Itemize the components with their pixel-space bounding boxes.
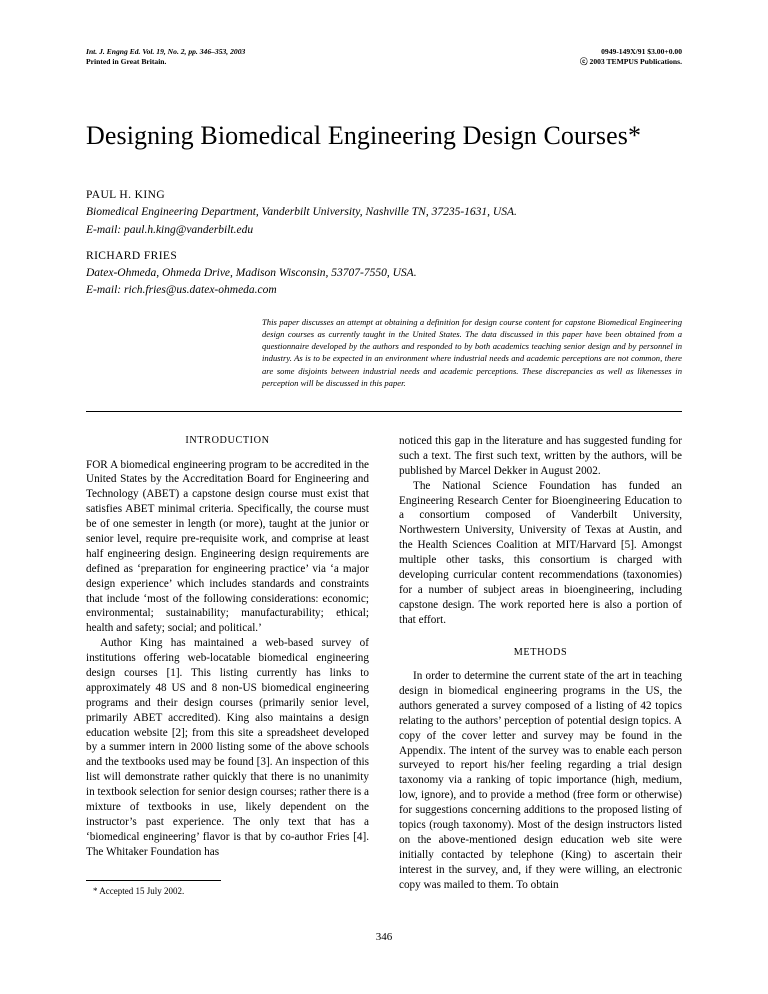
running-head: [86, 47, 682, 68]
footnote-text: * Accepted 15 July 2002.: [93, 886, 185, 896]
abstract-text: This paper discusses an attempt at obtaining a definition for design course content for capstone Biomedical Engineering design courses as currently taught in the United States. The data discussed in this paper have been obtained from a questionnaire developed by the authors and responded to by both academics teaching senior design and by personnel in industry. As is to be expected in an environment where industrial needs and academic perceptions are not common, there are some disjoints between industrial needs and academic perceptions. These discrepancies as well as likenesses in perception will be discussed in this paper.: [262, 316, 682, 388]
body-columns: [86, 434, 682, 893]
running-head-right: [580, 47, 682, 68]
author-email[interactable]: E-mail: paul.h.king@vanderbilt.edu: [86, 223, 254, 236]
header-divider: [86, 411, 682, 412]
paragraph: The National Science Foundation has funded an Engineering Research Center for Bioengineering Education to a consortium composed of Vanderbilt University, Northwestern University, University of Texas at Austin, and the Health Sciences Coalition at MIT/Harvard [5]. Amongst multiple other tasks, this consortium is charged with developing curricular content recommendations (taxonomies) for a number of subject areas in bioengineering, including capstone design. The work reported here is also a portion of that effort.: [399, 479, 682, 626]
print-location: Printed in Great Britain.: [86, 57, 167, 67]
page-content: [86, 47, 682, 892]
paragraph: FOR A biomedical engineering program to be accredited in the United States by the Accreditation Board for Engineering and Technology (ABET) a capstone design course must exist that satisfies ABET minimal criteria. Specifically, the course must be of one semester in length (or more), taught at the junior or senior level, require pre-requisite work, and comprise at least half engineering design. Engineering design requirements are defined as ‘preparation for engineering practice’ via ‘a major design experience’ which includes standards and constraints that include ‘most of the following considerations: economic; environmental; sustainability; manufacturability; ethical; health and safety; social; and political.’: [86, 458, 369, 635]
page-number: 346: [375, 931, 393, 943]
paragraph: noticed this gap in the literature and has suggested funding for such a text. The first such text, written by the authors, will be published by Marcel Dekker in August 2002.: [399, 434, 682, 477]
abstract-container: [86, 316, 682, 389]
author-name: PAUL H. KING: [86, 189, 166, 202]
author-affiliation: Biomedical Engineering Department, Vanderbilt University, Nashville TN, 37235-1631, USA.: [86, 206, 517, 219]
section-heading-methods: METHODS: [513, 646, 568, 658]
paragraph: Author King has maintained a web-based survey of institutions offering web-locatable biomedical engineering design courses [1]. This listing currently has links to approximately 48 US and 8 non-US biomedical engineering programs and their design courses (primarily senior level, primarily ABET accredited). King also maintains a design education website [2]; from this site a spreadsheet developed by a summer intern in 2000 listing some of the above schools and the textbooks used may be found [3]. An inspection of this list will demonstrate rather quickly that there is no unanimity in textbook selection for senior design courses; rather there is a mixture of textbooks in use, likely dependent on the instructor’s past experience. The only text that has a ‘biomedical engineering’ flavor is that by co-author Fries [4]. The Whitaker Foundation has: [86, 637, 369, 858]
section-heading-introduction: INTRODUCTION: [185, 434, 270, 446]
author-email[interactable]: E-mail: rich.fries@us.datex-ohmeda.com: [86, 284, 277, 297]
author-entry: [86, 248, 682, 300]
journal-citation: Int. J. Engng Ed. Vol. 19, No. 2, pp. 346–353, 2003: [86, 47, 246, 56]
footnote: [86, 880, 369, 896]
author-name: RICHARD FRIES: [86, 249, 178, 262]
column-left: [86, 434, 369, 893]
author-list: [86, 187, 682, 300]
issn-price: 0949-149X/91 $3.00+0.00: [601, 47, 682, 56]
author-entry: [86, 187, 682, 239]
page-title: Designing Biomedical Engineering Design Courses*: [86, 120, 642, 150]
author-affiliation: Datex-Ohmeda, Ohmeda Drive, Madison Wisconsin, 53707-7550, USA.: [86, 267, 417, 280]
footnote-divider: [86, 880, 221, 881]
running-head-left: [86, 47, 245, 68]
paragraph: In order to determine the current state of the art in teaching design in biomedical engineering programs in the US, the authors generated a survey composed of a listing of 42 topics relating to the authors’ perception of potential design topics. A copy of the cover letter and survey may be found in the Appendix. The intent of the survey was to enable each person surveyed to report his/her feeling regarding a trial design taxonomy via a ranking of topic importance (high, medium, low, ignore), and to provide a method (free form or otherwise) for suggestions concerning additions to the proposed listing of topics (rough taxonomy). Most of the design instructors listed on the above-mentioned design education web site were initially contacted by telephone (King) to ascertain their interest in the survey, and, if they were willing, an electronic copy was mailed to them. To obtain: [399, 670, 682, 891]
copyright-line: ⓒ 2003 TEMPUS Publications.: [580, 57, 682, 67]
column-right: [399, 434, 682, 893]
